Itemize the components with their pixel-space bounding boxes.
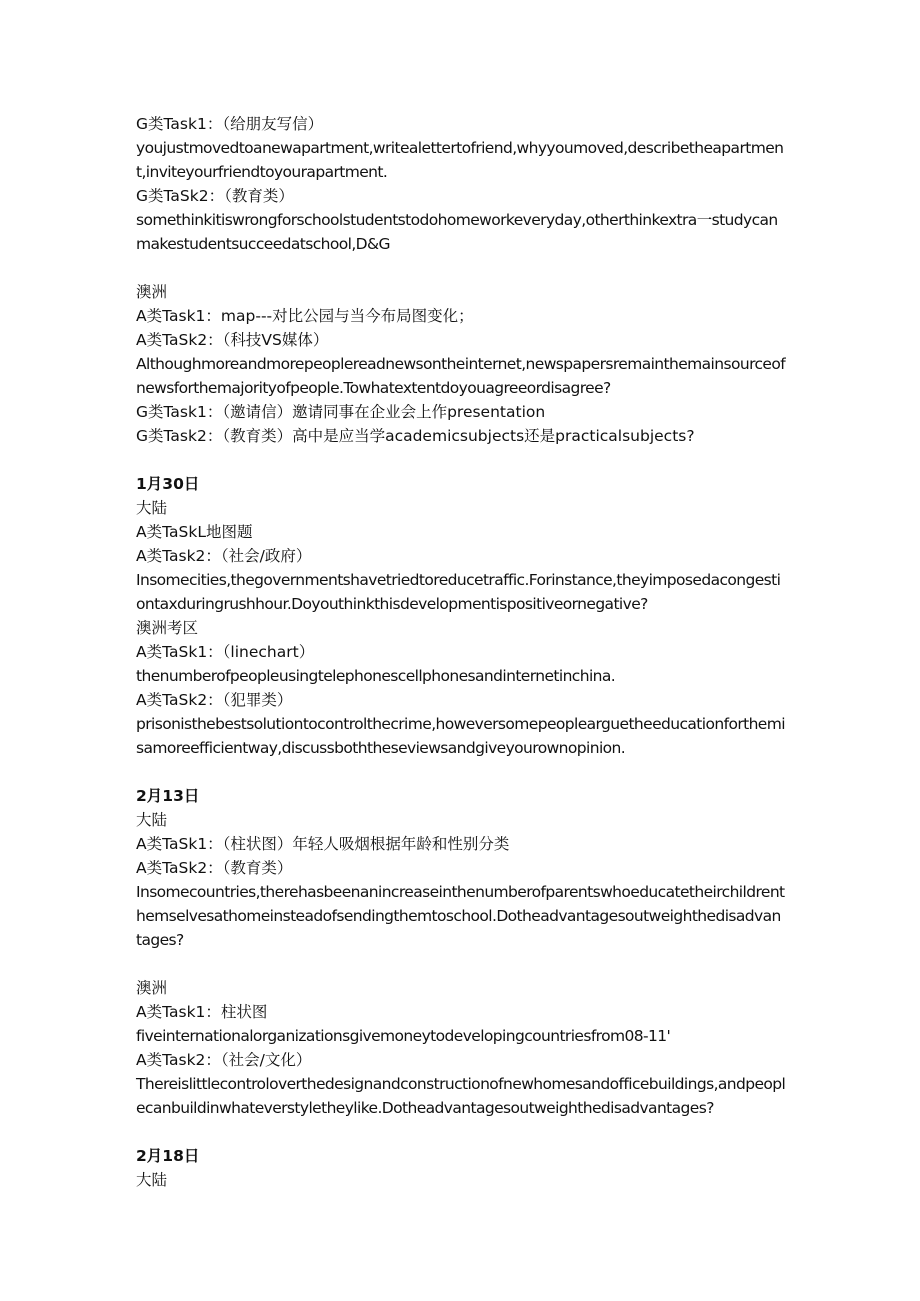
text-line: G类Task2：（教育类）高中是应当学academicsubjects还是practicalsubjects? — [136, 427, 695, 445]
document-page — [136, 112, 786, 1192]
text-line: A类TaSk2：（教育类） — [136, 859, 293, 877]
text-line: G类Task1：（邀请信）邀请同事在企业会上作presentation — [136, 403, 546, 421]
paragraph: Althoughmoreandmorepeoplereadnewsontheinternet,newspapersremainthemainsourceofnewsforthemajorityofpeople.Towhatextentdoyouagreeordisagree? — [136, 355, 786, 397]
date-heading: 2月18日 — [136, 1147, 200, 1165]
text-line: A类Task2：（社会/政府） — [136, 547, 312, 565]
text-line: A类Task2：（社会/文化） — [136, 1051, 312, 1069]
blank-line — [136, 760, 786, 784]
text-line: A类TaSk2：（犯罪类） — [136, 691, 293, 709]
text-line: A类Task1：map---对比公园与当今布局图变化； — [136, 307, 474, 325]
date-heading: 2月13日 — [136, 787, 200, 805]
paragraph: youjustmovedtoanewapartment,writealettertofriend,whyyoumoved,describetheapartment,inviteyourfriendtoyourapartment. — [136, 139, 784, 181]
paragraph: prisonisthebestsolutiontocontrolthecrime,howeversomepeoplearguetheeducationforthemisamoreefficientway,discussboththeseviewsandgiveyourownopinion. — [136, 715, 785, 757]
blank-line — [136, 448, 786, 472]
paragraph: Insomecountries,therehasbeenanincreaseinthenumberofparentswhoeducatetheirchildrenthemselvesathomeinsteadofsendingthemtoschool.Dotheadvantagesoutweighthedisadvantages? — [136, 883, 785, 949]
text-line: G类TaSk2：（教育类） — [136, 187, 294, 205]
text-line: A类Task1：柱状图 — [136, 1003, 268, 1021]
blank-line — [136, 952, 786, 976]
blank-line — [136, 256, 786, 280]
paragraph: Thereislittlecontroloverthedesignandconstructionofnewhomesandofficebuildings,andpeoplecanbuildinwhateverstyletheylike.Dotheadvantagesoutweighthedisadvantages? — [136, 1075, 786, 1117]
region-heading: 澳洲 — [136, 979, 168, 997]
region-heading: 大陆 — [136, 811, 168, 829]
text-line: A类TaSk1：（linechart） — [136, 643, 315, 661]
region-heading: 澳洲考区 — [136, 619, 199, 637]
paragraph: thenumberofpeopleusingtelephonescellphonesandinternetinchina. — [136, 667, 616, 685]
paragraph: fiveinternationalorganizationsgivemoneytodevelopingcountriesfrom08-11' — [136, 1027, 671, 1045]
paragraph: somethinkitiswrongforschoolstudentstodohomeworkeveryday,otherthinkextra一studycanmakestudentsucceedatschool,D&G — [136, 211, 778, 253]
text-line: A类TaSk2：（科技VS媒体） — [136, 331, 329, 349]
date-heading: 1月30日 — [136, 475, 200, 493]
text-line: G类Task1：（给朋友写信） — [136, 115, 324, 133]
region-heading: 大陆 — [136, 499, 168, 517]
region-heading: 大陆 — [136, 1171, 168, 1189]
text-line: A类TaSk1：（柱状图）年轻人吸烟根据年龄和性别分类 — [136, 835, 510, 853]
region-heading: 澳洲 — [136, 283, 168, 301]
blank-line — [136, 1120, 786, 1144]
paragraph: Insomecities,thegovernmentshavetriedtoreducetraffic.Forinstance,theyimposedacongestiontaxduringrushhour.Doyouthinkthisdevelopmentispositiveornegative? — [136, 571, 781, 613]
text-line: A类TaSkL地图题 — [136, 523, 253, 541]
